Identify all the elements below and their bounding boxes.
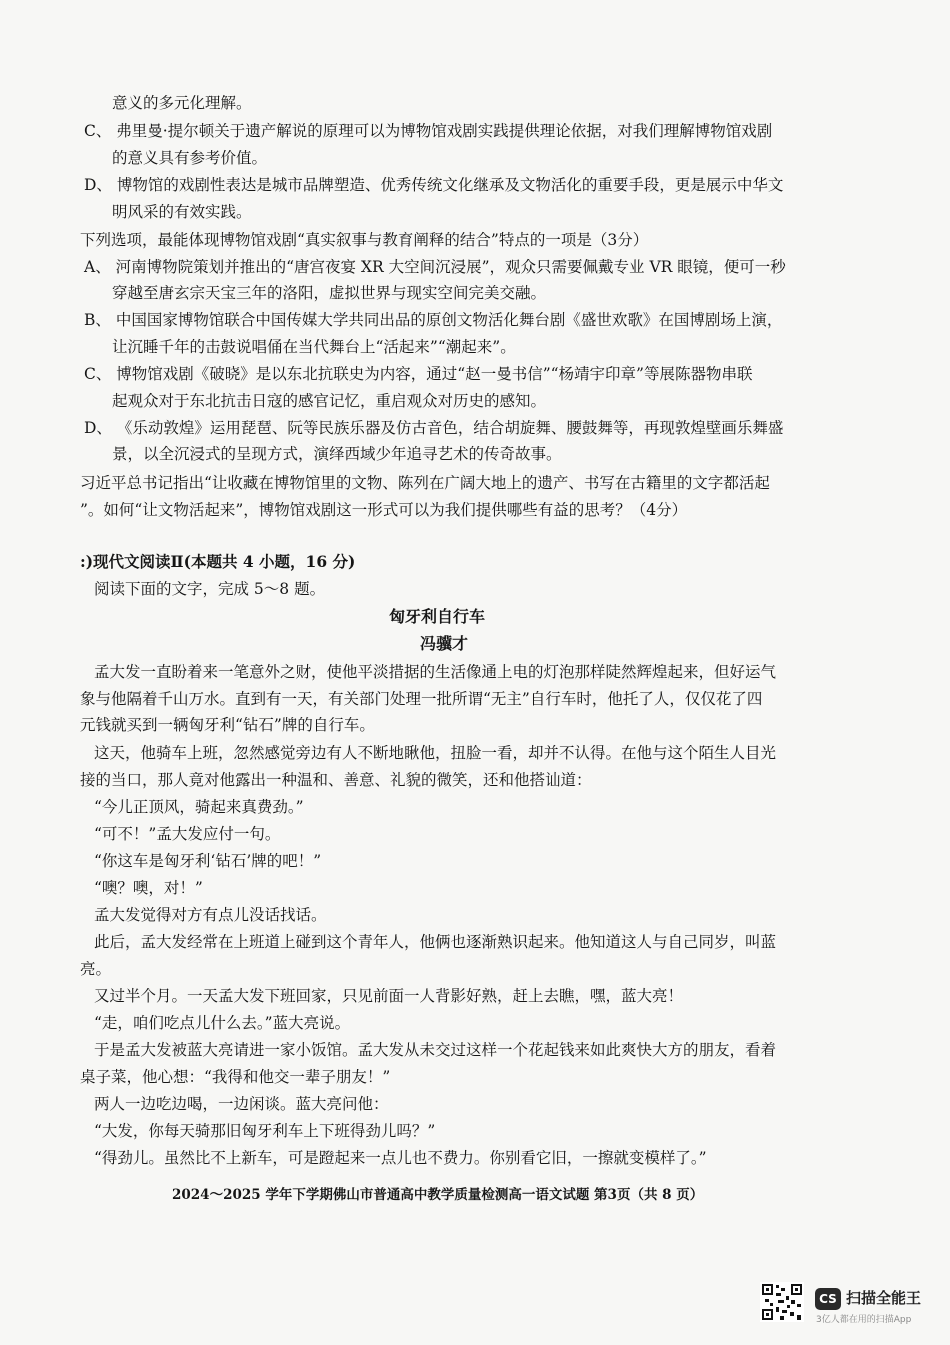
text-line: 的意义具有参考价值。 <box>112 149 268 167</box>
story-line: 孟大发觉得对方有点儿没话找话。 <box>94 906 327 924</box>
option-d: D、 《乐动敦煌》运用琵琶、阮等民族乐器及仿古音色，结合胡旋舞、腰鼓舞等，再现敦煌壁画乐舞盛 <box>84 419 784 437</box>
story-line: “噢？噢，对！” <box>94 879 203 897</box>
section-heading: :)现代文阅读Ⅱ(本题共 4 小题，16 分) <box>80 552 356 571</box>
story-line: “大发，你每天骑那旧匈牙利车上下班得劲儿吗？” <box>94 1122 436 1140</box>
story-line: 接的当口，那人竟对他露出一种温和、善意、礼貌的微笑，还和他搭讪道： <box>80 771 592 789</box>
story-line: 此后，孟大发经常在上班道上碰到这个青年人，他俩也逐渐熟识起来。他知道这人与自己同岁，叫蓝 <box>94 933 777 951</box>
scanner-watermark <box>760 1282 935 1325</box>
story-line: 元钱就买到一辆匈牙利“钻石”牌的自行车。 <box>80 716 375 734</box>
story-line: 孟大发一直盼着来一笔意外之财，使他平淡措据的生活像通上电的灯泡那样陡然辉煌起来，但好运气 <box>94 663 777 681</box>
option-d-1: D、 博物馆的戏剧性表达是城市品牌塑造、优秀传统文化继承及文物活化的重要手段，更是展示中华文 <box>84 176 784 194</box>
question-stem: 习近平总书记指出“让收藏在博物馆里的文物、陈列在广阔大地上的遗产、书写在古籍里的文字都活起 <box>80 474 770 492</box>
text-line: ”。如何“让文物活起来”，博物馆戏剧这一形式可以为我们提供哪些有益的思考？（4分） <box>80 501 688 519</box>
text-line: 让沉睡千年的击鼓说唱俑在当代舞台上“活起来”“潮起来”。 <box>112 338 516 356</box>
story-line: “得劲儿。虽然比不上新车，可是蹬起来一点儿也不费力。你别看它旧，一擦就变模样了。” <box>94 1149 707 1167</box>
story-line: 这天，他骑车上班，忽然感觉旁边有人不断地瞅他，扭脸一看，却并不认得。在他与这个陌生人目光 <box>94 744 777 762</box>
watermark-subtext: 3亿人都在用的扫描App <box>816 1315 912 1325</box>
story-title: 匈牙利自行车 <box>389 607 486 626</box>
page-footer: 2024～2025 学年下学期佛山市普通高中教学质量检测高一语文试题 第3页（共 8 页） <box>172 1187 704 1203</box>
text-line: 景，以全沉浸式的呈现方式，演绎西域少年追寻艺术的传奇故事。 <box>112 445 562 463</box>
story-line: 两人一边吃边喝，一边闲谈。蓝大亮问他： <box>94 1095 389 1113</box>
camscanner-logo: CS <box>815 1288 841 1310</box>
story-line: 于是孟大发被蓝大亮请进一家小饭馆。孟大发从未交过这样一个花起钱来如此爽快大方的朋友，看着 <box>94 1041 777 1059</box>
story-line: “今儿正顶风，骑起来真费劲。” <box>94 798 304 816</box>
text-line: 起观众对于东北抗击日寇的感官记忆，重启观众对历史的感知。 <box>112 392 547 410</box>
story-line: 象与他隔着千山万水。直到有一天，有关部门处理一批所谓“无主”自行车时，他托了人，仅仅花了四 <box>80 690 763 708</box>
qr-code-icon <box>760 1282 804 1322</box>
story-line: 桌子菜，他心想：“我得和他交一辈子朋友！” <box>80 1068 391 1086</box>
option-c-1: C、 弗里曼·提尔顿关于遗产解说的原理可以为博物馆戏剧实践提供理论依据，对我们理解博物馆戏剧 <box>84 122 773 140</box>
watermark-brand: 扫描全能王 <box>846 1289 922 1307</box>
story-author: 冯骥才 <box>420 634 469 653</box>
story-line: 又过半个月。一天孟大发下班回家，只见前面一人背影好熟，赶上去瞧，嘿，蓝大亮！ <box>94 987 684 1005</box>
story-line: “你这车是匈牙利‘钻石’牌的吧！” <box>94 852 322 870</box>
text-line: 明风采的有效实践。 <box>112 203 252 221</box>
story-line: “可不！”孟大发应付一句。 <box>94 825 281 843</box>
story-line: 亮。 <box>80 960 112 978</box>
option-a: A、 河南博物院策划并推出的“唐宫夜宴 XR 大空间沉浸展”，观众只需要佩戴专业 VR 眼镜，便可一秒 <box>84 258 786 276</box>
option-b: B、 中国国家博物馆联合中国传媒大学共同出品的原创文物活化舞台剧《盛世欢歌》在国博剧场上演， <box>84 311 783 329</box>
option-c: C、 博物馆戏剧《破晓》是以东北抗联史为内容，通过“赵一曼书信”“杨靖宇印章”等展陈器物串联 <box>84 365 753 383</box>
story-line: “走，咱们吃点儿什么去。”蓝大亮说。 <box>94 1014 351 1032</box>
question-stem: 下列选项，最能体现博物馆戏剧“真实叙事与教育阐释的结合”特点的一项是（3分） <box>80 231 649 249</box>
text-line: 意义的多元化理解。 <box>112 94 252 112</box>
text-line: 穿越至唐玄宗天宝三年的洛阳，虚拟世界与现实空间完美交融。 <box>112 284 547 302</box>
instruction: 阅读下面的文字，完成 5～8 题。 <box>94 580 326 598</box>
